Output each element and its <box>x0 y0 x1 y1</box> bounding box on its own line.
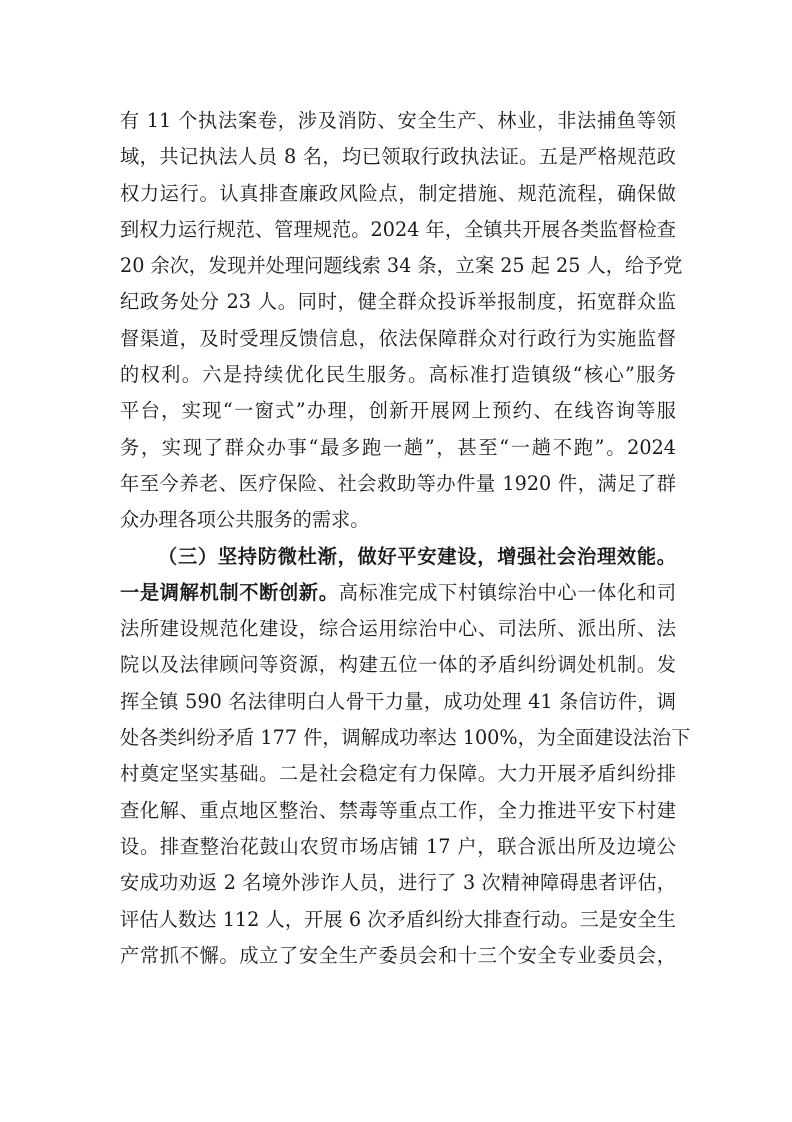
text-line: 有 11 个执法案卷，涉及消防、安全生产、林业，非法捕鱼等领 <box>120 109 676 132</box>
text-line: 设。排查整治花鼓山农贸市场店铺 17 户，联合派出所及边境公 <box>120 834 676 858</box>
text-line: 权力运行。认真排查廉政风险点，制定措施、规范流程，确保做 <box>120 181 676 205</box>
text-line: 的权利。六是持续优化民生服务。高标准打造镇级“核心”服务 <box>120 363 676 387</box>
text-line: 年至今养老、医疗保险、社会救助等办件量 1920 件，满足了群 <box>120 471 676 495</box>
text-line: 务，实现了群众办事“最多跑一趟”，甚至“一趟不跑”。2024 <box>120 435 676 459</box>
item-heading: 一是调解机制不断创新。 <box>120 580 339 604</box>
text-line: 纪政务处分 23 人。同时，健全群众投诉举报制度，拓宽群众监 <box>120 290 676 314</box>
section-heading: （三）坚持防微杜渐，做好平安建设，增强社会治理效能。 <box>158 544 676 568</box>
text-line: 众办理各项公共服务的需求。 <box>120 508 370 532</box>
text-line: 督渠道，及时受理反馈信息，依法保障群众对行政行为实施监督 <box>120 326 676 350</box>
text-line: 处各类纠纷矛盾 177 件，调解成功率达 100%，为全面建设法治下 <box>120 726 691 750</box>
text-line: 域，共记执法人员 8 名，均已领取行政执法证。五是严格规范政 <box>120 145 676 169</box>
text-line: 评估人数达 112 人，开展 6 次矛盾纠纷大排查行动。三是安全生 <box>120 907 676 931</box>
text-line-with-heading <box>120 575 676 611</box>
text-line: 产常抓不懈。成立了安全生产委员会和十三个安全专业委员会， <box>120 943 676 967</box>
text-line: 法所建设规范化建设，综合运用综治中心、司法所、派出所、法 <box>120 617 676 641</box>
text-line: 到权力运行规范、管理规范。2024 年，全镇共开展各类监督检查 <box>120 217 676 241</box>
text-line: 平台，实现“一窗式”办理，创新开展网上预约、在线咨询等服 <box>120 399 676 423</box>
text-line: 查化解、重点地区整治、禁毒等重点工作，全力推进平安下村建 <box>120 798 676 822</box>
text-fragment: 高标准完成下村镇综治中心一体化和司 <box>338 580 677 604</box>
text-line: 挥全镇 590 名法律明白人骨干力量，成功处理 41 条信访件，调 <box>120 689 676 713</box>
text-line: 村奠定坚实基础。二是社会稳定有力保障。大力开展矛盾纠纷排 <box>120 762 676 786</box>
text-line: 安成功劝返 2 名境外涉诈人员，进行了 3 次精神障碍患者评估， <box>120 871 676 895</box>
text-line: 20 余次，发现并处理问题线索 34 条，立案 25 起 25 人，给予党 <box>120 254 683 278</box>
body-text <box>120 103 691 974</box>
text-line: 院以及法律顾问等资源，构建五位一体的矛盾纠纷调处机制。发 <box>120 653 676 677</box>
